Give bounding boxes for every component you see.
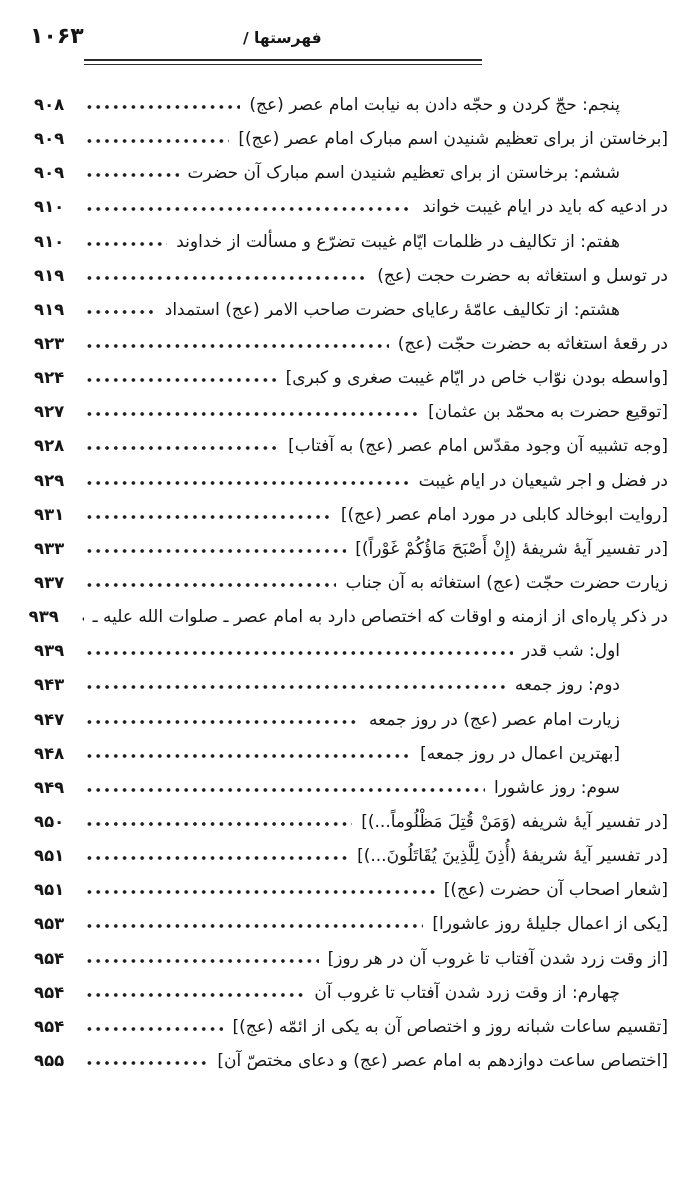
dot-leader [85,445,279,451]
toc-entry [34,771,668,805]
toc-entry [34,327,668,361]
entry-page-number: ۹۲۳ [34,333,65,353]
dot-leader [85,958,319,964]
dot-leader [85,855,348,861]
dot-leader [85,514,332,520]
toc-entry [34,1044,668,1078]
entry-page-number: ۹۰۸ [34,95,65,114]
toc-entry [34,873,668,907]
entry-title: [در تفسیر آیهٔ شریفهٔ (أُذِنَ لِلَّذِینَ یُقَاتَلُونَ...)] [357,846,668,867]
entry-page-number: ۹۰۹ [34,163,65,183]
entry-page-number: ۹۵۴ [34,1016,65,1036]
toc-entry [34,122,668,156]
entry-page-number: ۹۱۹ [34,265,65,285]
dot-leader [85,104,240,110]
entry-title: زیارت حضرت حجّت (عج) استغاثه به آن جناب [345,572,668,593]
entry-page-number: ۹۳۹ [34,641,65,661]
dot-leader [85,411,419,417]
entry-page-number: ۹۴۸ [34,743,65,763]
toc-entry [34,839,668,873]
dot-leader [85,684,506,690]
entry-page-number: ۹۵۰ [34,811,65,831]
entry-title: سوم: روز عاشورا [494,777,620,798]
entry-page-number: ۹۵۴ [34,948,65,968]
toc-entry [34,634,668,668]
entry-page-number: ۹۵۱ [34,846,65,866]
entry-title: [در تفسیر آیهٔ شریفه (وَمَنْ قُتِلَ مَظْلُوماً...)] [361,811,668,832]
toc-entry [34,88,668,122]
toc-entry [34,293,668,327]
entry-title: اول: شب قدر [521,641,620,662]
dot-leader [85,1026,223,1032]
page-header-title: فهرستها / [243,29,322,47]
entry-page-number: ۹۱۰ [34,231,65,251]
dot-leader [85,923,423,929]
entry-title: [از وقت زرد شدن آفتاب تا غروب آن در هر روز] [327,948,668,969]
entry-title: هشتم: از تکالیف عامّهٔ رعایای حضرت صاحب الامر (عج) استمداد [164,299,620,320]
toc-entry [34,498,668,532]
dot-leader [85,787,485,793]
entry-title: چهارم: از وقت زرد شدن آفتاب تا غروب آن [314,982,620,1003]
dot-leader [85,582,336,588]
dot-leader [85,138,229,144]
entry-title: هفتم: از تکالیف در ظلمات ایّام غیبت تضرّع و مسألت از خداوند [176,231,620,252]
dot-leader [85,377,277,383]
toc-entry [34,464,668,498]
dot-leader [85,889,435,895]
entry-page-number: ۹۳۱ [34,504,65,524]
entry-page-number: ۹۴۹ [34,777,65,797]
toc-entry [34,395,668,429]
dot-leader [85,343,389,349]
entry-title: [بهترین اعمال در روز جمعه] [420,743,620,764]
entry-title: در فضل و اجر شیعیان در ایام غیبت [418,470,668,491]
entry-title: [اختصاص ساعت دوازدهم به امام عصر (عج) و دعای مختصّ آن] [217,1050,668,1071]
entry-title: ششم: برخاستن از برای تعظیم شنیدن اسم مبارک آن حضرت [187,163,620,184]
page-number: ۱۰۶۳ [30,24,84,49]
entry-title: در توسل و استغاثه به حضرت حجت (عج) [377,265,668,286]
dot-leader [85,206,413,212]
entry-page-number: ۹۴۷ [34,709,65,729]
dot-leader [85,309,156,315]
entry-page-number: ۹۵۱ [34,880,65,900]
entry-title: [وجه تشبیه آن وجود مقدّس امام عصر (عج) به آفتاب] [288,436,668,457]
entry-title: [تقسیم ساعات شبانه روز و اختصاص آن به یکی از ائمّه (عج)] [232,1016,668,1037]
toc-entry [34,805,668,839]
entry-page-number: ۹۲۷ [34,402,65,422]
entry-title: پنجم: حجّ کردن و حجّه دادن به نیابت امام عصر (عج) [249,95,620,115]
dot-leader [85,548,346,554]
dot-leader [85,821,352,827]
entry-title: در ادعیه که باید در ایام غیبت خواند [422,197,668,218]
entry-page-number: ۹۵۳ [34,914,65,934]
dot-leader [85,480,410,486]
entry-title: [یکی از اعمال جلیلهٔ روز عاشورا] [432,914,668,935]
toc-entry [34,259,668,293]
entry-page-number: ۹۳۹ [28,607,59,627]
header-double-rule [84,59,482,65]
dot-leader [85,650,513,656]
entry-title: در ذکر پاره‌ای از ازمنه و اوقات که اختصاص دارد به امام عصر ـ صلوات الله علیه ـ [92,607,668,628]
toc-entry [34,361,668,395]
dot-leader [80,616,84,622]
entry-page-number: ۹۳۷ [34,572,65,592]
entry-page-number: ۹۱۹ [34,299,65,319]
dot-leader [85,241,167,247]
dot-leader [85,1060,208,1066]
entry-title: [شعار اصحاب آن حضرت (عج)] [443,880,668,901]
toc-entry [34,737,668,771]
toc-entry [34,429,668,463]
toc-entry [34,532,668,566]
dot-leader [85,753,411,759]
entry-page-number: ۹۲۴ [34,368,65,388]
toc-entry [34,156,668,190]
toc-entry [34,907,668,941]
toc-entry [34,668,668,702]
toc-entry [34,976,668,1010]
dot-leader [85,719,360,725]
entry-title: در رقعهٔ استغاثه به حضرت حجّت (عج) [397,333,668,354]
dot-leader [85,275,368,281]
entry-page-number: ۹۴۳ [34,675,65,695]
toc-entry [34,942,668,976]
entry-title: [روایت ابوخالد کابلی در مورد امام عصر (عج)] [340,504,668,525]
dot-leader [85,172,179,178]
entry-title: [واسطه بودن نوّاب خاص در ایّام غیبت صغری و کبری] [285,368,668,389]
entry-page-number: ۹۳۳ [34,538,65,558]
entry-page-number: ۹۵۵ [34,1050,65,1070]
toc-entry [34,225,668,259]
entry-title: [توقیع حضرت به محمّد بن عثمان] [428,402,668,423]
entry-page-number: ۹۱۰ [34,197,65,217]
toc-entry [34,190,668,224]
entry-page-number: ۹۲۹ [34,470,65,490]
entry-title: زیارت امام عصر (عج) در روز جمعه [369,709,620,730]
entry-page-number: ۹۲۸ [34,436,65,456]
entry-page-number: ۹۵۴ [34,982,65,1002]
dot-leader [85,992,305,998]
entry-title: [برخاستن از برای تعظیم شنیدن اسم مبارک امام عصر (عج)] [238,129,668,150]
toc-entry [34,1010,668,1044]
toc-entry [28,600,668,634]
toc-list [0,88,700,1078]
toc-entry [34,703,668,737]
entry-title: دوم: روز جمعه [514,675,620,696]
entry-page-number: ۹۰۹ [34,129,65,149]
toc-entry [34,566,668,600]
entry-title: [در تفسیر آیهٔ شریفهٔ (إِنْ أَصْبَحَ مَاؤُکُمْ غَوْراً)] [355,538,668,559]
